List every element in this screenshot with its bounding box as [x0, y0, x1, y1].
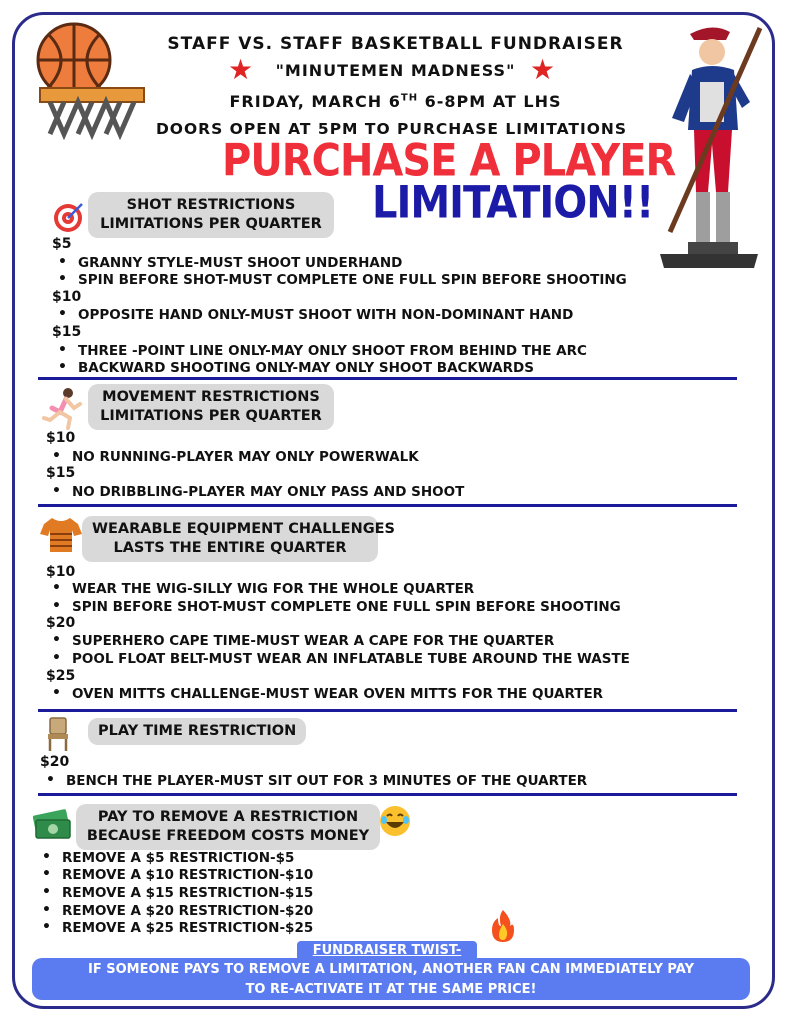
doors-open-note: DOORS OPEN AT 5PM TO PURCHASE LIMITATIONS	[155, 120, 628, 138]
minuteman-statue-icon	[650, 22, 768, 274]
event-title: STAFF VS. STAFF BASKETBALL FUNDRAISER	[167, 34, 624, 54]
movement-restrictions-heading: MOVEMENT RESTRICTIONS LIMITATIONS PER QUARTER	[88, 384, 334, 430]
price-label: $5	[52, 236, 72, 252]
list-item: • NO DRIBBLING-PLAYER MAY ONLY PASS AND SHOOT	[72, 484, 464, 500]
fundraiser-twist-box: IF SOMEONE PAYS TO REMOVE A LIMITATION, ANOTHER FAN CAN IMMEDIATELY PAY TO RE-ACTIVATE IT AT THE SAME PRICE!	[32, 958, 750, 1000]
price-label: $15	[52, 324, 82, 340]
chair-icon	[44, 716, 72, 752]
list-item: • SUPERHERO CAPE TIME-MUST WEAR A CAPE FOR THE QUARTER	[72, 633, 554, 649]
list-item: • BENCH THE PLAYER-MUST SIT OUT FOR 3 MINUTES OF THE QUARTER	[66, 773, 587, 789]
list-item: • NO RUNNING-PLAYER MAY ONLY POWERWALK	[72, 449, 419, 465]
headline-limitation: LIMITATION!!	[372, 177, 654, 229]
wearable-challenges-heading: WEARABLE EQUIPMENT CHALLENGES LASTS THE ENTIRE QUARTER	[82, 516, 378, 562]
section-divider	[38, 377, 737, 380]
price-label: $15	[46, 465, 76, 481]
shot-restrictions-heading: SHOT RESTRICTIONS LIMITATIONS PER QUARTER	[88, 192, 334, 238]
list-item: • REMOVE A $20 RESTRICTION-$20	[62, 903, 313, 919]
target-icon	[52, 200, 86, 234]
list-item: • SPIN BEFORE SHOT-MUST COMPLETE ONE FULL SPIN BEFORE SHOOTING	[72, 599, 621, 615]
list-item: • WEAR THE WIG-SILLY WIG FOR THE WHOLE QUARTER	[72, 581, 474, 597]
price-label: $25	[46, 668, 76, 684]
list-item: • POOL FLOAT BELT-MUST WEAR AN INFLATABLE TUBE AROUND THE WASTE	[72, 651, 630, 667]
section-divider	[38, 709, 737, 712]
laughing-emoji-icon	[378, 804, 412, 838]
list-item: • REMOVE A $10 RESTRICTION-$10	[62, 867, 313, 883]
list-item: • REMOVE A $5 RESTRICTION-$5	[62, 850, 294, 866]
list-item: • GRANNY STYLE-MUST SHOOT UNDERHAND	[78, 255, 402, 271]
fire-icon	[488, 908, 518, 944]
runner-icon	[40, 386, 86, 430]
price-label: $20	[40, 754, 70, 770]
event-subtitle: "MINUTEMEN MADNESS"	[275, 61, 516, 80]
list-item: • SPIN BEFORE SHOT-MUST COMPLETE ONE FULL SPIN BEFORE SHOOTING	[78, 272, 627, 288]
list-item: • REMOVE A $25 RESTRICTION-$25	[62, 920, 313, 936]
list-item: • OPPOSITE HAND ONLY-MUST SHOOT WITH NON-DOMINANT HAND	[78, 307, 573, 323]
fundraiser-twist-title: FUNDRAISER TWIST-	[297, 941, 477, 961]
star-icon: ★	[530, 53, 556, 86]
list-item: • REMOVE A $15 RESTRICTION-$15	[62, 885, 313, 901]
price-label: $10	[46, 430, 76, 446]
money-icon	[32, 806, 72, 842]
star-icon: ★	[228, 53, 254, 86]
price-label: $10	[52, 289, 82, 305]
list-item: • BACKWARD SHOOTING ONLY-MAY ONLY SHOOT BACKWARDS	[78, 360, 534, 376]
price-label: $10	[46, 564, 76, 580]
section-divider	[38, 504, 737, 507]
list-item: • THREE -POINT LINE ONLY-MAY ONLY SHOOT FROM BEHIND THE ARC	[78, 343, 587, 359]
event-date: FRIDAY, MARCH 6TH 6-8PM AT LHS	[229, 92, 562, 111]
remove-restriction-heading: PAY TO REMOVE A RESTRICTION BECAUSE FREEDOM COSTS MONEY	[76, 804, 380, 850]
headline-purchase: PURCHASE A PLAYER	[222, 135, 676, 187]
section-divider	[38, 793, 737, 796]
list-item: • OVEN MITTS CHALLENGE-MUST WEAR OVEN MITTS FOR THE QUARTER	[72, 686, 603, 702]
shirt-icon	[40, 516, 82, 554]
play-time-heading: PLAY TIME RESTRICTION	[88, 718, 306, 745]
price-label: $20	[46, 615, 76, 631]
